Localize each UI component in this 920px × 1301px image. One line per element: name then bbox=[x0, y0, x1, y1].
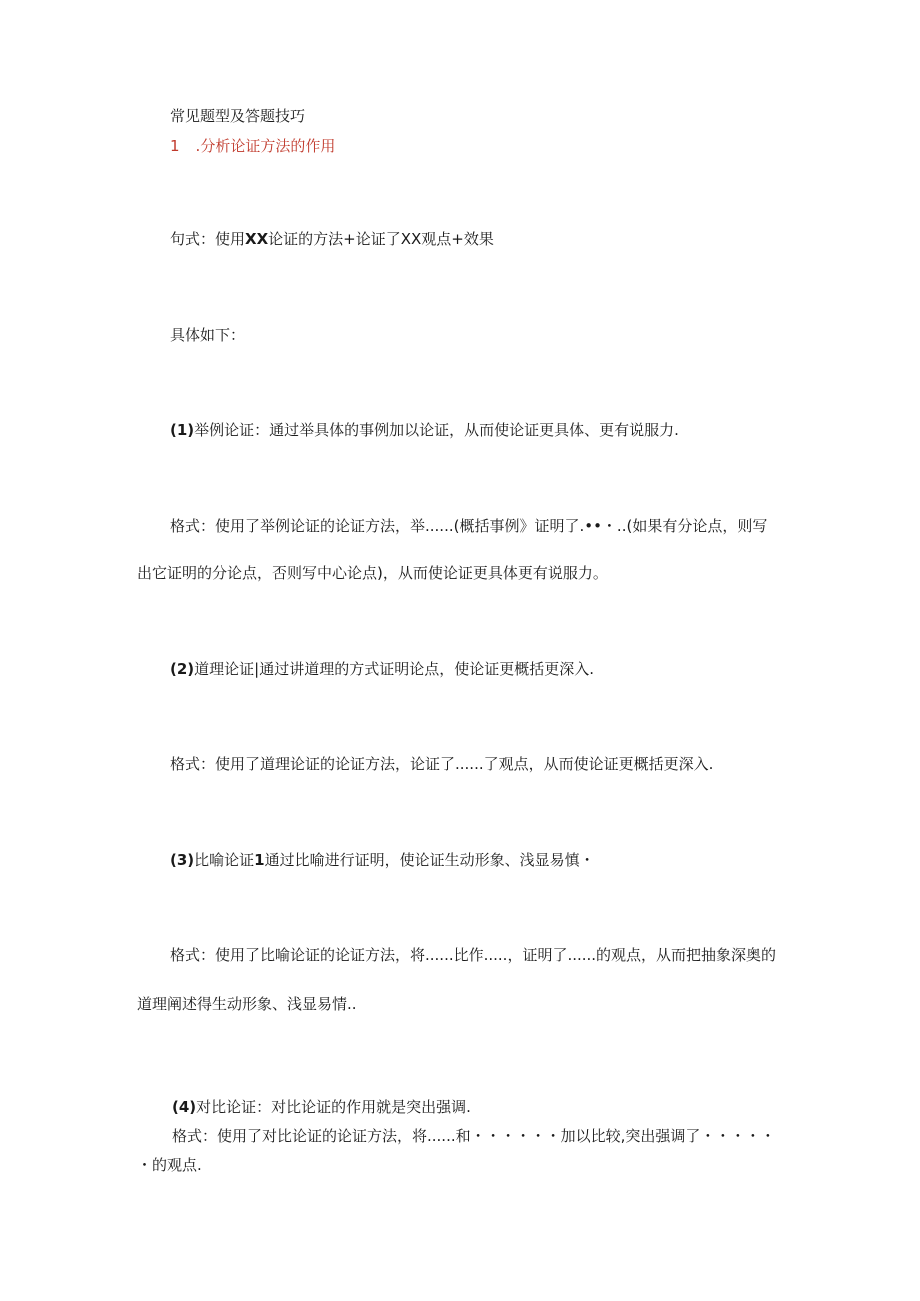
item-3-desc bbox=[170, 850, 595, 870]
section-heading bbox=[170, 136, 335, 156]
formula-prefix: 句式：使用 bbox=[170, 230, 246, 248]
item-2-format-line-1: 格式：使用了道理论证的论证方法，论证了......了观点，从而使论证更概括更深入. bbox=[170, 755, 714, 773]
item-4-desc bbox=[172, 1097, 471, 1117]
item-3-format-line-1: 格式：使用了比喻论证的论证方法，将......比作.....，证明了......的观点，从而把抽象深奥的 bbox=[170, 946, 777, 964]
item-4-format-line-2: ・的观点. bbox=[137, 1156, 202, 1174]
item-1-num: (1) bbox=[170, 421, 195, 439]
item-4-num: (4) bbox=[172, 1098, 197, 1116]
item-4-text: 对比论证：对比论证的作用就是突出强调. bbox=[196, 1098, 471, 1116]
doc-title: 常见题型及答题技巧 bbox=[170, 107, 306, 125]
item-2-text: 道理论证|通过讲道理的方式证明论点，使论证更概括更深入. bbox=[194, 660, 594, 678]
item-2-desc bbox=[170, 659, 594, 679]
section-label: .分析论证方法的作用 bbox=[195, 137, 336, 155]
formula-rest: 论证的方法+论证了XX观点+效果 bbox=[268, 230, 494, 248]
section-number: 1 bbox=[170, 137, 180, 155]
item-1-format-line-2: 出它证明的分论点，否则写中心论点)，从而使论证更具体更有说服力。 bbox=[137, 564, 608, 582]
item-3-text-bold: 1 bbox=[254, 851, 265, 869]
formula-bold: XX bbox=[245, 230, 269, 248]
item-3-text-b: 通过比喻进行证明，使论证生动形象、浅显易慎・ bbox=[264, 851, 595, 869]
item-1-format-line-1: 格式：使用了举例论证的论证方法，举......(概括事例》证明了.••・..(如果有分论点，则写 bbox=[170, 517, 768, 535]
item-3-num: (3) bbox=[170, 851, 195, 869]
formula-line bbox=[170, 229, 494, 249]
item-4-format-line-1: 格式：使用了对比论证的论证方法，将......和・・・・・・加以比较,突出强调了・・・・・ bbox=[172, 1127, 776, 1145]
item-1-desc bbox=[170, 420, 679, 440]
item-3-format-line-2: 道理阐述得生动形象、浅显易情.. bbox=[137, 995, 357, 1013]
item-2-num: (2) bbox=[170, 660, 195, 678]
item-1-text: 举例论证：通过举具体的事例加以论证，从而使论证更具体、更有说服力. bbox=[194, 421, 679, 439]
intro-text: 具体如下： bbox=[170, 326, 246, 344]
item-3-text-a: 比喻论证 bbox=[194, 851, 255, 869]
